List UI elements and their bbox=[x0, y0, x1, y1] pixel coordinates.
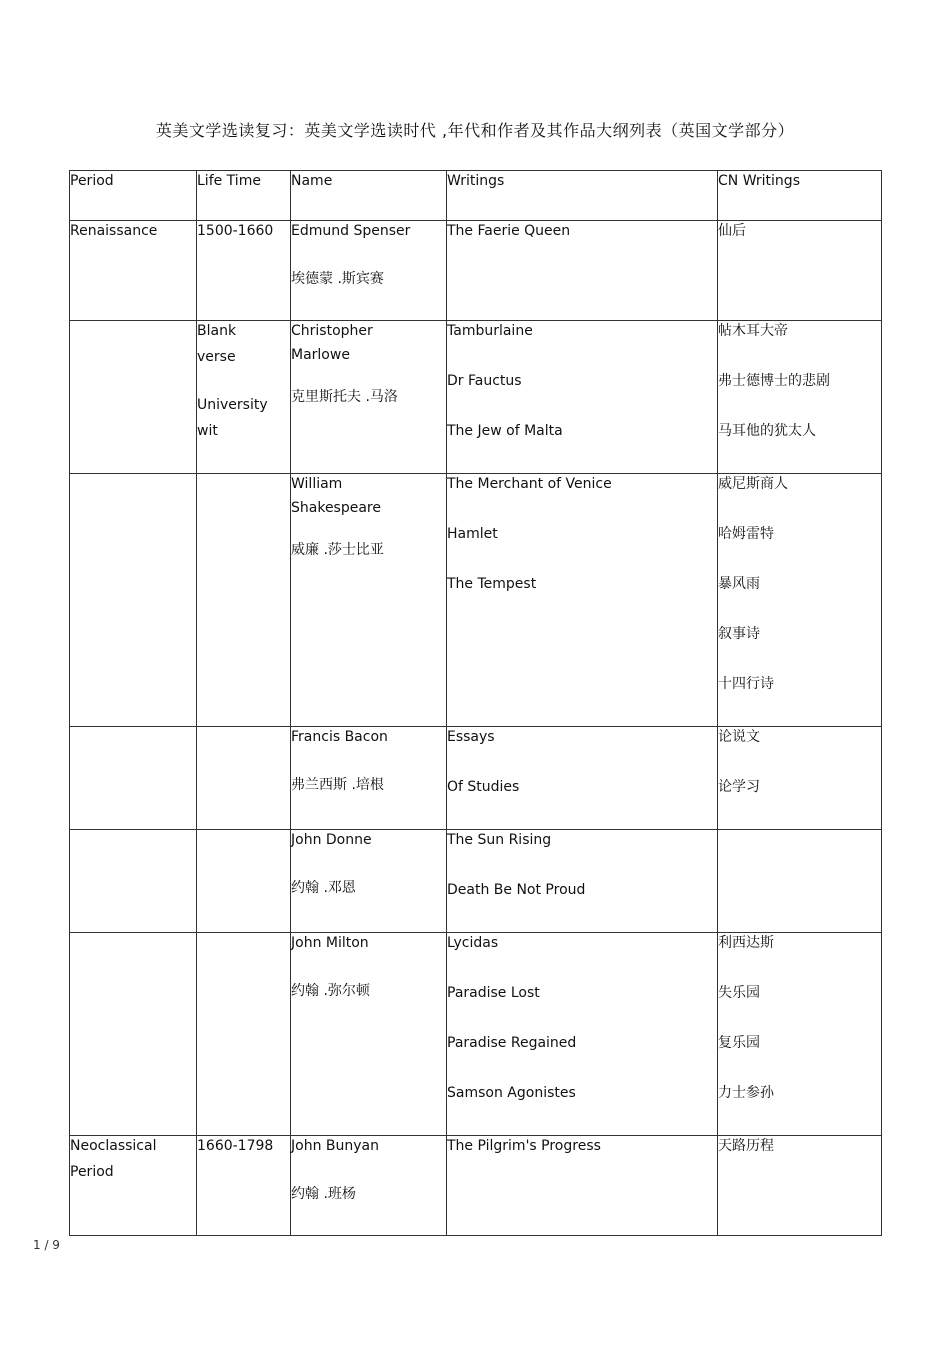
writings-line: The Merchant of Venice bbox=[447, 476, 612, 492]
name-cell bbox=[291, 321, 447, 474]
period-cell bbox=[70, 221, 197, 321]
cn-writings-line: 天路历程 bbox=[718, 1138, 774, 1154]
life-time-cell bbox=[197, 830, 291, 933]
name-line: Edmund Spenser bbox=[291, 223, 411, 239]
life-time-line bbox=[197, 375, 290, 397]
writings-line: The Sun Rising bbox=[447, 832, 552, 848]
cn-writings-line: 仙后 bbox=[718, 223, 746, 239]
name-line: 弗兰西斯 .培根 bbox=[291, 777, 384, 793]
period-line: Period bbox=[70, 1164, 114, 1180]
cn-writings-line: 哈姆雷特 bbox=[718, 526, 774, 542]
cn-writings-cell bbox=[718, 1136, 882, 1236]
name-cell bbox=[291, 1136, 447, 1236]
life-time-cell bbox=[197, 474, 291, 727]
period-cell bbox=[70, 474, 197, 727]
life-time-cell bbox=[197, 221, 291, 321]
writings-cell bbox=[447, 727, 718, 830]
writings-line: Paradise Lost bbox=[447, 985, 540, 1001]
table-row bbox=[70, 933, 882, 1136]
name-line bbox=[291, 524, 446, 542]
table-row bbox=[70, 221, 882, 321]
cn-writings-line: 复乐园 bbox=[718, 1035, 760, 1051]
name-cell bbox=[291, 474, 447, 727]
cn-writings-cell bbox=[718, 933, 882, 1136]
cn-writings-cell bbox=[718, 321, 882, 474]
cn-writings-cell bbox=[718, 830, 882, 933]
name-line: 埃德蒙 .斯宾赛 bbox=[291, 271, 384, 287]
table-row bbox=[70, 321, 882, 474]
cn-writings-cell bbox=[718, 221, 882, 321]
table-row bbox=[70, 727, 882, 830]
header-label: CN Writings bbox=[718, 173, 800, 189]
life-time-line: 1500-1660 bbox=[197, 223, 274, 239]
name-line: Shakespeare bbox=[291, 500, 381, 516]
cn-writings-line: 威尼斯商人 bbox=[718, 476, 788, 492]
writings-line: The Faerie Queen bbox=[447, 223, 571, 239]
header-name-cell bbox=[291, 171, 447, 221]
cn-writings-line: 论学习 bbox=[718, 779, 760, 795]
cn-writings-line: 叙事诗 bbox=[718, 626, 760, 642]
name-cell bbox=[291, 221, 447, 321]
life-time-line: wit bbox=[197, 423, 218, 439]
header-life-time-cell bbox=[197, 171, 291, 221]
name-cell bbox=[291, 727, 447, 830]
period-line: Renaissance bbox=[70, 223, 158, 239]
name-line: John Donne bbox=[291, 832, 372, 848]
name-line: Marlowe bbox=[291, 347, 350, 363]
writings-line: Essays bbox=[447, 729, 495, 745]
writings-cell bbox=[447, 221, 718, 321]
life-time-line: University bbox=[197, 397, 268, 413]
name-line bbox=[291, 371, 446, 389]
writings-line: Of Studies bbox=[447, 779, 520, 795]
cn-writings-line: 利西达斯 bbox=[718, 935, 774, 951]
name-cell bbox=[291, 933, 447, 1136]
life-time-cell bbox=[197, 321, 291, 474]
table-row bbox=[70, 1136, 882, 1236]
literature-table bbox=[69, 170, 882, 1236]
name-line: William bbox=[291, 476, 343, 492]
table-row bbox=[70, 474, 882, 727]
period-cell bbox=[70, 727, 197, 830]
cn-writings-line: 十四行诗 bbox=[718, 676, 774, 692]
writings-cell bbox=[447, 1136, 718, 1236]
name-line: 克里斯托夫 .马洛 bbox=[291, 389, 398, 405]
name-line: 约翰 .弥尔顿 bbox=[291, 983, 370, 999]
header-label: Writings bbox=[447, 173, 505, 189]
life-time-line: verse bbox=[197, 349, 236, 365]
header-label: Period bbox=[70, 173, 114, 189]
writings-cell bbox=[447, 474, 718, 727]
name-line: 威廉 .莎士比亚 bbox=[291, 542, 384, 558]
cn-writings-line: 失乐园 bbox=[718, 985, 760, 1001]
page-indicator: 1 / 9 bbox=[33, 1238, 60, 1252]
writings-line: The Jew of Malta bbox=[447, 423, 563, 439]
name-cell bbox=[291, 830, 447, 933]
cn-writings-line: 弗士德博士的悲剧 bbox=[718, 373, 830, 389]
period-line: Neoclassical bbox=[70, 1138, 157, 1154]
writings-line: The Pilgrim's Progress bbox=[447, 1138, 601, 1154]
cn-writings-cell bbox=[718, 727, 882, 830]
header-row bbox=[70, 171, 882, 221]
header-cn-writings-cell bbox=[718, 171, 882, 221]
writings-cell bbox=[447, 933, 718, 1136]
writings-line: Paradise Regained bbox=[447, 1035, 577, 1051]
name-line: Christopher bbox=[291, 323, 373, 339]
life-time-cell bbox=[197, 727, 291, 830]
writings-cell bbox=[447, 830, 718, 933]
cn-writings-line: 论说文 bbox=[718, 729, 760, 745]
life-time-cell bbox=[197, 933, 291, 1136]
writings-line: Dr Fauctus bbox=[447, 373, 522, 389]
header-writings-cell bbox=[447, 171, 718, 221]
name-line: 约翰 .邓恩 bbox=[291, 880, 356, 896]
header-label: Life Time bbox=[197, 173, 261, 189]
writings-line: Hamlet bbox=[447, 526, 498, 542]
period-cell bbox=[70, 830, 197, 933]
page-title: 英美文学选读复习：英美文学选读时代 ,年代和作者及其作品大纲列表（英国文学部分） bbox=[155, 121, 795, 140]
writings-cell bbox=[447, 321, 718, 474]
table-row bbox=[70, 830, 882, 933]
writings-line: Death Be Not Proud bbox=[447, 882, 586, 898]
cn-writings-line: 力士参孙 bbox=[718, 1085, 774, 1101]
cn-writings-line: 帖木耳大帝 bbox=[718, 323, 788, 339]
name-line: Francis Bacon bbox=[291, 729, 388, 745]
life-time-line: Blank bbox=[197, 323, 237, 339]
period-cell bbox=[70, 321, 197, 474]
period-cell bbox=[70, 1136, 197, 1236]
name-line: 约翰 .班杨 bbox=[291, 1186, 356, 1202]
life-time-line: 1660-1798 bbox=[197, 1138, 274, 1154]
writings-line: Samson Agonistes bbox=[447, 1085, 576, 1101]
writings-line: Tamburlaine bbox=[447, 323, 533, 339]
writings-line: The Tempest bbox=[447, 576, 537, 592]
period-cell bbox=[70, 933, 197, 1136]
cn-writings-line: 暴风雨 bbox=[718, 576, 760, 592]
cn-writings-cell bbox=[718, 474, 882, 727]
life-time-cell bbox=[197, 1136, 291, 1236]
header-label: Name bbox=[291, 173, 333, 189]
name-line: John Milton bbox=[291, 935, 369, 951]
name-line: John Bunyan bbox=[291, 1138, 379, 1154]
writings-line: Lycidas bbox=[447, 935, 499, 951]
cn-writings-line: 马耳他的犹太人 bbox=[718, 423, 816, 439]
header-period-cell bbox=[70, 171, 197, 221]
